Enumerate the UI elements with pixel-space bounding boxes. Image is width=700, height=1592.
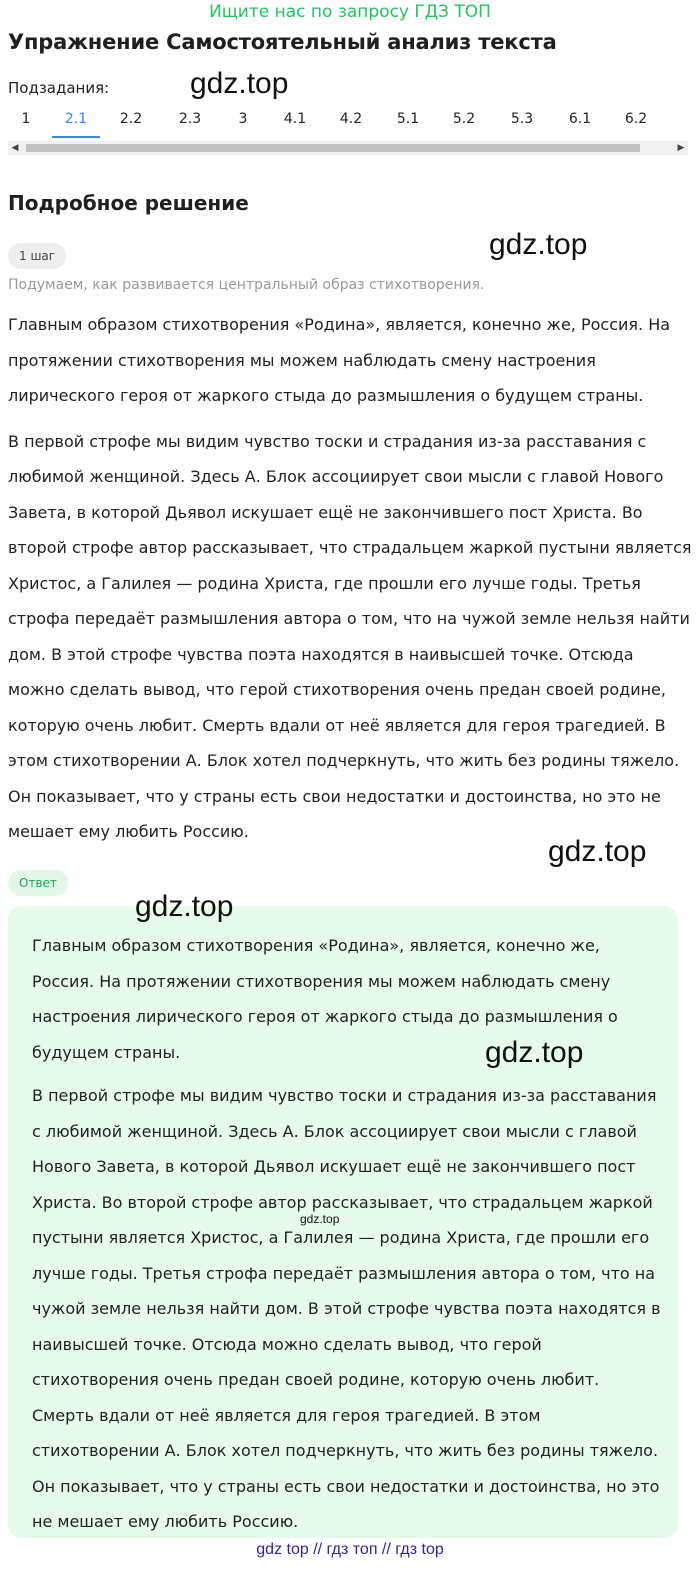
- watermark: gdz.top: [489, 228, 588, 261]
- tab-4-1[interactable]: 4.1: [283, 111, 307, 127]
- watermark: gdz.top: [548, 835, 647, 868]
- watermark: gdz.top: [135, 890, 234, 923]
- tab-2-1[interactable]: 2.1: [52, 108, 100, 138]
- step-badge: 1 шаг: [8, 243, 66, 269]
- answer-box: [8, 906, 678, 1538]
- answer-paragraph: Главным образом стихотворения «Родина», является, конечно же, Россия. На протяжении стихотворения мы можем наблюдать смену настроения лирического героя от жаркого стыда до размышления о будущем страны.: [32, 936, 618, 1062]
- footer-links: gdz top // гдз топ // гдз top: [256, 1541, 444, 1558]
- answer-paragraph: В первой строфе мы видим чувство тоски и страдания из-за расставания с любимой женщиной. Здесь А. Блок ассоциирует свои мысли с главой Нового Завета, в которой Дьявол искушает ещё не закончившего пост Христа. Во второй строфе автор рассказывает, что страдальцем жаркой пустыни является Христос, а Галилея — родина Христа, где прошли его лучше годы. Третья строфа передаёт размышления автора о том, что на чужой земле нельзя найти дом. В этой строфе чувства поэта находятся в наивысшей точке. Отсюда можно сделать вывод, что герой стихотворения очень предан своей родине, которую очень любит. Смерть вдали от неё является для героя трагедией. В этом стихотворении А. Блок хотел подчеркнуть, что жить без родины тяжело. Он показывает, что у страны есть свои недостатки и достоинства, но это не мешает ему любить Россию.: [32, 1086, 661, 1531]
- watermark: gdz.top: [190, 67, 289, 100]
- page-title: Упражнение Самостоятельный анализ текста: [8, 30, 557, 54]
- tab-2-2[interactable]: 2.2: [119, 111, 143, 127]
- subtasks-label: Подзадания:: [8, 79, 110, 97]
- scroll-thumb[interactable]: [26, 144, 640, 152]
- tab-5-2[interactable]: 5.2: [452, 111, 476, 127]
- tabs-scrollbar[interactable]: [8, 141, 688, 155]
- solution-paragraph: Главным образом стихотворения «Родина», является, конечно же, Россия. На протяжении стихотворения мы можем наблюдать смену настроения лирического героя от жаркого стыда до размышления о будущем страны.: [8, 315, 671, 405]
- watermark: gdz.top: [300, 1212, 340, 1226]
- tab-6-2[interactable]: 6.2: [624, 111, 648, 127]
- answer-badge: Ответ: [8, 870, 68, 896]
- triangle-left-icon[interactable]: ◀: [11, 143, 19, 153]
- tab-5-1[interactable]: 5.1: [396, 111, 420, 127]
- watermark: gdz.top: [485, 1036, 584, 1069]
- hint-text: Подумаем, как развивается центральный образ стихотворения.: [8, 277, 485, 293]
- triangle-right-icon[interactable]: ▶: [677, 143, 685, 153]
- search-promo-banner: Ищите нас по запросу ГДЗ ТОП: [209, 2, 491, 22]
- tab-2-3[interactable]: 2.3: [178, 111, 202, 127]
- tab-5-3[interactable]: 5.3: [510, 111, 534, 127]
- tab-1[interactable]: 1: [21, 111, 31, 127]
- tab-3[interactable]: 3: [238, 111, 248, 127]
- solution-text: [8, 307, 692, 860]
- answer-text: [32, 928, 662, 1548]
- tab-4-2[interactable]: 4.2: [339, 111, 363, 127]
- solution-paragraph: В первой строфе мы видим чувство тоски и страдания из-за расставания с любимой женщиной. Здесь А. Блок ассоциирует свои мысли с главой Нового Завета, в которой Дьявол искушает ещё не закончившего пост Христа. Во второй строфе автор рассказывает, что страдальцем жаркой пустыни является Христос, а Галилея — родина Христа, где прошли его лучше годы. Третья строфа передаёт размышления автора о том, что на чужой земле нельзя найти дом. В этой строфе чувства поэта находятся в наивысшей точке. Отсюда можно сделать вывод, что герой стихотворения очень предан своей родине, которую очень любит. Смерть вдали от неё является для героя трагедией. В этом стихотворении А. Блок хотел подчеркнуть, что жить без родины тяжело. Он показывает, что у страны есть свои недостатки и достоинства, но это не мешает ему любить Россию.: [8, 431, 692, 841]
- tab-6-1[interactable]: 6.1: [568, 111, 592, 127]
- section-title: Подробное решение: [8, 191, 249, 215]
- subtask-tabs: [8, 108, 688, 138]
